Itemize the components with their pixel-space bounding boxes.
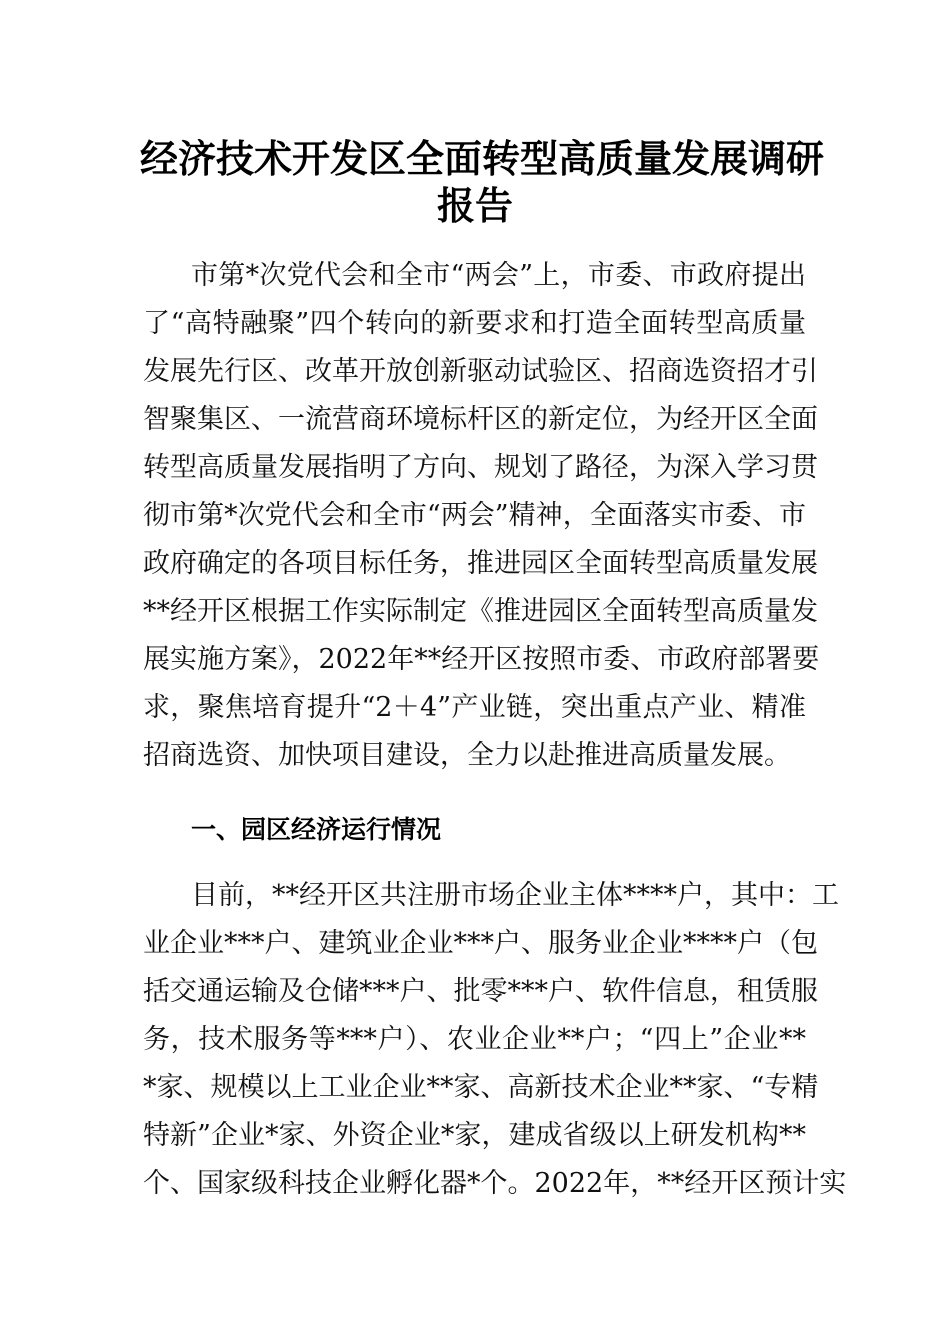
paragraph-1-line: 展实施方案》，2022年**经开区按照市委、市政府部署要 xyxy=(143,644,820,675)
section-heading: 一、园区经济运行情况 xyxy=(191,815,442,844)
paragraph-2-line: 目前，**经开区共注册市场企业主体****户，其中：工 xyxy=(191,880,839,911)
paragraph-1-line: 招商选资、加快项目建设，全力以赴推进高质量发展。 xyxy=(143,740,791,771)
paragraph-1-line: 求，聚焦培育提升“2＋4”产业链，突出重点产业、精准 xyxy=(143,692,806,723)
paragraph-1-line: 发展先行区、改革开放创新驱动试验区、招商选资招才引 xyxy=(143,356,818,387)
paragraph-1-line: 彻市第*次党代会和全市“两会”精神，全面落实市委、市 xyxy=(143,500,806,531)
paragraph-2-line: *家、规模以上工业企业**家、高新技术企业**家、“专精 xyxy=(143,1072,819,1103)
paragraph-2-line: 括交通运输及仓储***户、批零***户、软件信息，租赁服 xyxy=(143,976,818,1007)
paragraph-1-line: 智聚集区、一流营商环境标杆区的新定位，为经开区全面 xyxy=(143,404,818,435)
paragraph-1-line: 了“高特融聚”四个转向的新要求和打造全面转型高质量 xyxy=(143,308,806,339)
paragraph-2-line: 特新”企业*家、外资企业*家，建成省级以上研发机构** xyxy=(143,1120,806,1151)
document-title-line-1: 经济技术开发区全面转型高质量发展调研 xyxy=(140,136,825,181)
paragraph-1-line: 市第*次党代会和全市“两会”上，市委、市政府提出 xyxy=(191,260,806,291)
paragraph-1-line: 转型高质量发展指明了方向、规划了路径，为深入学习贯 xyxy=(143,452,818,483)
paragraph-1-line: 政府确定的各项目标任务，推进园区全面转型高质量发展 xyxy=(143,548,818,579)
paragraph-1-line: **经开区根据工作实际制定《推进园区全面转型高质量发 xyxy=(143,596,818,627)
paragraph-2-line: 个、国家级科技企业孵化器*个。2022年，**经开区预计实 xyxy=(143,1168,847,1199)
paragraph-2-line: 务，技术服务等***户）、农业企业**户；“四上”企业** xyxy=(143,1024,806,1055)
document-title-line-2: 报告 xyxy=(436,183,513,228)
paragraph-2-line: 业企业***户、建筑业企业***户、服务业企业****户（包 xyxy=(143,928,818,959)
